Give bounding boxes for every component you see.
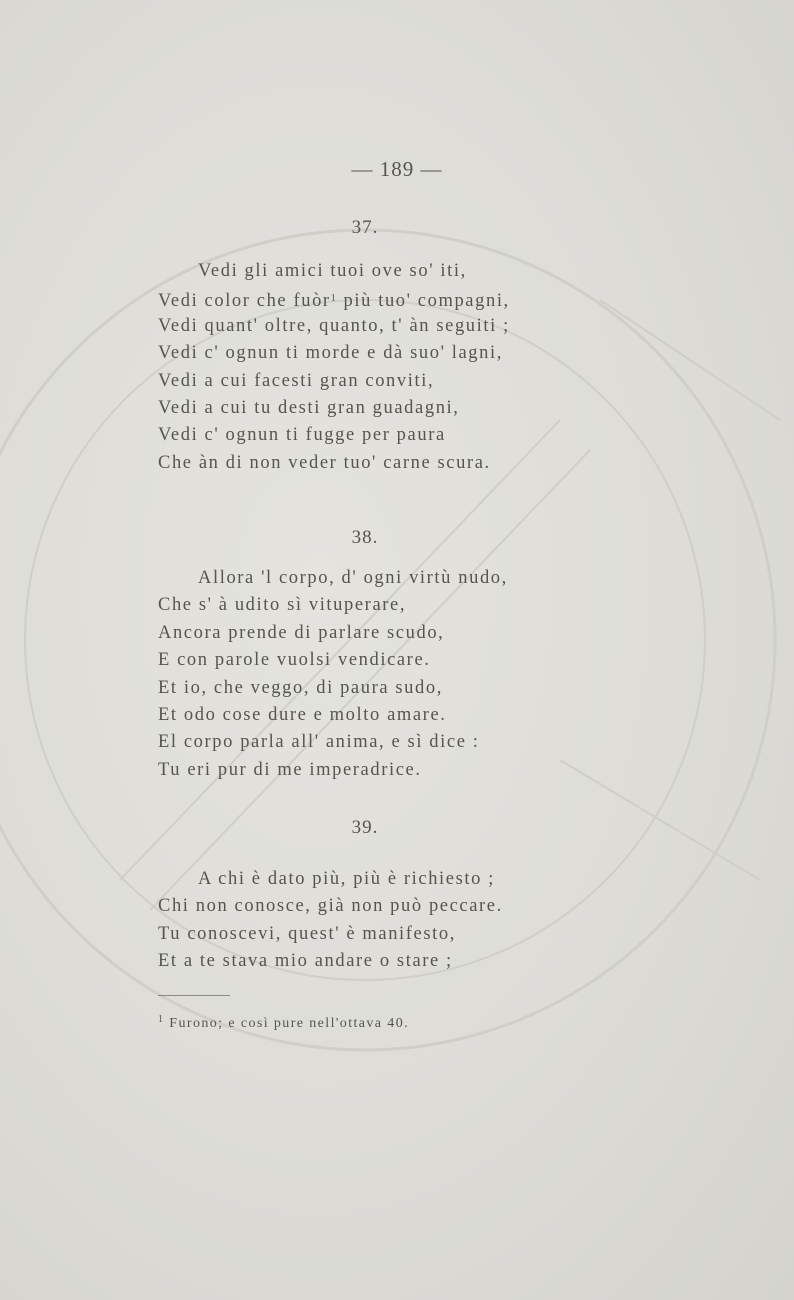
verse-line: Che àn di non veder tuo' carne scura.: [158, 452, 491, 473]
verse-line: Vedi a cui tu desti gran guadagni,: [158, 397, 460, 418]
verse-line: El corpo parla all' anima, e sì dice :: [158, 732, 480, 753]
stanza-number: 39.: [351, 817, 379, 838]
verse-line: Vedi gli amici tuoi ove so' iti,: [198, 261, 467, 281]
footnote-mark: 1: [158, 1014, 165, 1025]
verse-line: Vedi c' ognun ti morde e dà suo' lagni,: [158, 343, 503, 364]
page-number: — 189 —: [351, 157, 443, 181]
verse-line: Che s' à udito sì vituperare,: [158, 595, 407, 616]
stanza: [158, 258, 510, 477]
verse-line: Allora 'l corpo, d' ogni virtù nudo,: [198, 568, 508, 588]
footnote-reference: 1: [330, 293, 338, 305]
stanza-number: 38.: [351, 527, 379, 548]
verse-line: Et io, che veggo, di paura sudo,: [158, 677, 443, 698]
verse-line: Vedi c' ognun ti fugge per paura: [158, 425, 446, 446]
verse-line: Et odo cose dure e molto amare.: [158, 704, 447, 725]
verse-line: Vedi a cui facesti gran conviti,: [158, 370, 435, 391]
verse-line: Vedi quant' oltre, quanto, t' àn seguiti ;: [158, 315, 510, 336]
verse-line: Tu conoscevi, quest' è manifesto,: [158, 923, 456, 944]
footnote-divider: [158, 995, 230, 996]
stanza: [158, 565, 508, 784]
stanza: [158, 866, 503, 976]
stanza-number: 37.: [351, 217, 379, 238]
footnote-text: Furono; e così pure nell'ottava 40.: [164, 1016, 410, 1031]
verse-line: A chi è dato più, più è richiesto ;: [198, 869, 495, 889]
verse-line: E con parole vuolsi vendicare.: [158, 650, 431, 671]
footnote: [158, 1014, 409, 1032]
verse-line: Tu eri pur di me imperadrice.: [158, 759, 422, 780]
verse-line: Chi non conosce, già non può peccare.: [158, 896, 503, 917]
verse-line: Et a te stava mio andare o stare ;: [158, 951, 453, 972]
verse-line: Vedi color che fuòr$^1$ più tuo' compagni,: [158, 291, 510, 312]
verse-line: Ancora prende di parlare scudo,: [158, 622, 445, 643]
